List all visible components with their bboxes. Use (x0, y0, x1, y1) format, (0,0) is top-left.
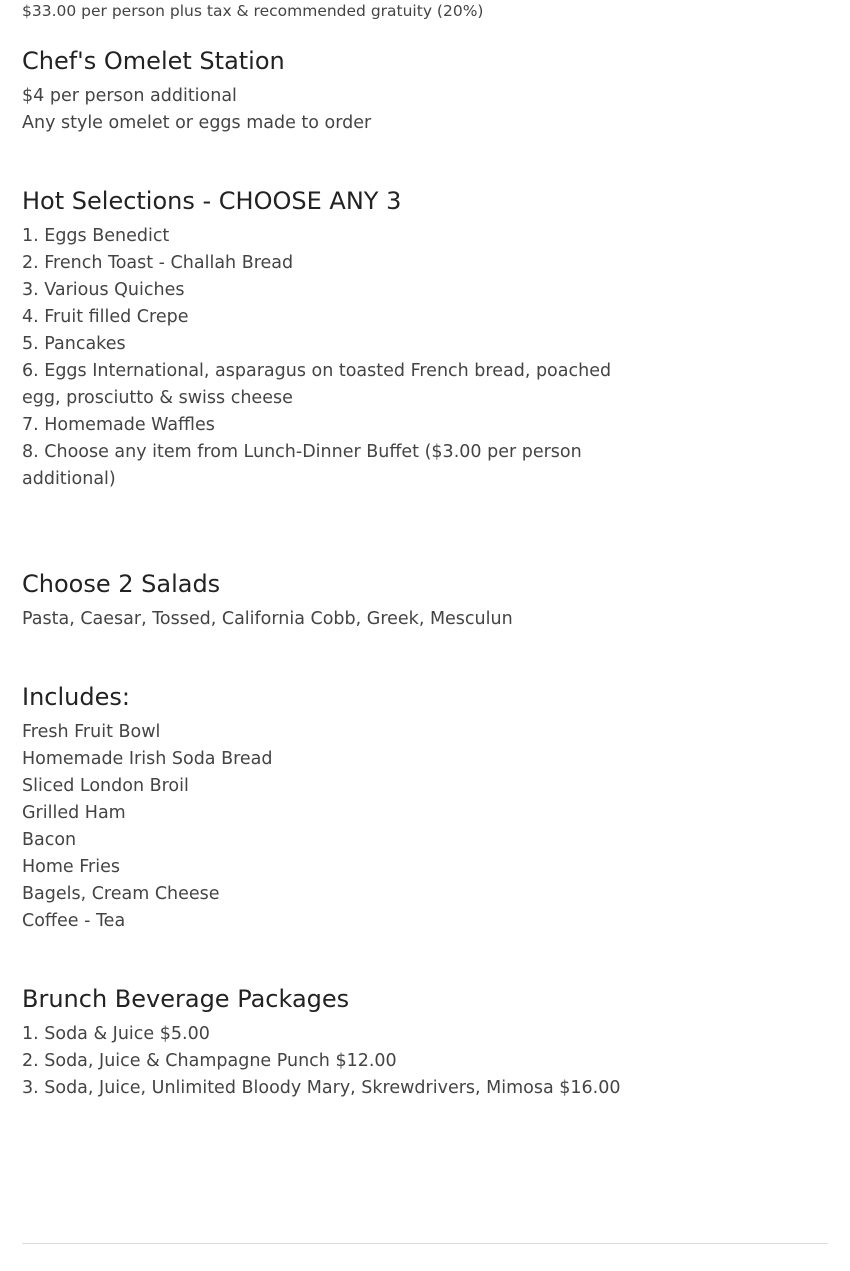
hot-item: 6. Eggs International, asparagus on toasted French bread, poached (22, 361, 612, 381)
hot-item: 8. Choose any item from Lunch-Dinner Buffet ($3.00 per person (22, 442, 582, 462)
hot-item: 7. Homemade Waffles (22, 415, 215, 435)
hot-item: 3. Various Quiches (22, 280, 185, 300)
omelet-title: Chef's Omelet Station (22, 47, 285, 75)
salads-line: Pasta, Caesar, Tossed, California Cobb, Greek, Mesculun (22, 609, 513, 629)
beverage-item: 2. Soda, Juice & Champagne Punch $12.00 (22, 1051, 397, 1071)
includes-item: Bagels, Cream Cheese (22, 884, 220, 904)
includes-item: Bacon (22, 830, 77, 850)
includes-title: Includes: (22, 683, 130, 711)
includes-item: Homemade Irish Soda Bread (22, 749, 273, 769)
hot-item: additional) (22, 469, 116, 489)
includes-item: Coffee - Tea (22, 911, 126, 931)
beverages-title: Brunch Beverage Packages (22, 985, 350, 1013)
hot-item: egg, prosciutto & swiss cheese (22, 388, 293, 408)
omelet-line: Any style omelet or eggs made to order (22, 113, 372, 133)
omelet-section (22, 45, 622, 137)
includes-section (22, 681, 622, 935)
hot-item: 5. Pancakes (22, 334, 126, 354)
price-note: $33.00 per person plus tax & recommended gratuity (20%) (22, 2, 484, 20)
menu-content (22, 0, 622, 1098)
includes-item: Sliced London Broil (22, 776, 189, 796)
beverage-item: 3. Soda, Juice, Unlimited Bloody Mary, Skrewdrivers, Mimosa $16.00 (22, 1078, 621, 1098)
salads-section (22, 568, 622, 633)
includes-item: Grilled Ham (22, 803, 126, 823)
omelet-line: $4 per person additional (22, 86, 237, 106)
hot-item: 1. Eggs Benedict (22, 226, 170, 246)
hot-selections-title: Hot Selections - CHOOSE ANY 3 (22, 187, 402, 215)
beverage-item: 1. Soda & Juice $5.00 (22, 1024, 210, 1044)
includes-item: Fresh Fruit Bowl (22, 722, 161, 742)
beverages-section (22, 983, 622, 1102)
hot-selections-section (22, 185, 622, 493)
hot-item: 4. Fruit filled Crepe (22, 307, 189, 327)
salads-title: Choose 2 Salads (22, 570, 221, 598)
footer-divider (22, 1243, 828, 1244)
hot-item: 2. French Toast - Challah Bread (22, 253, 294, 273)
includes-item: Home Fries (22, 857, 120, 877)
